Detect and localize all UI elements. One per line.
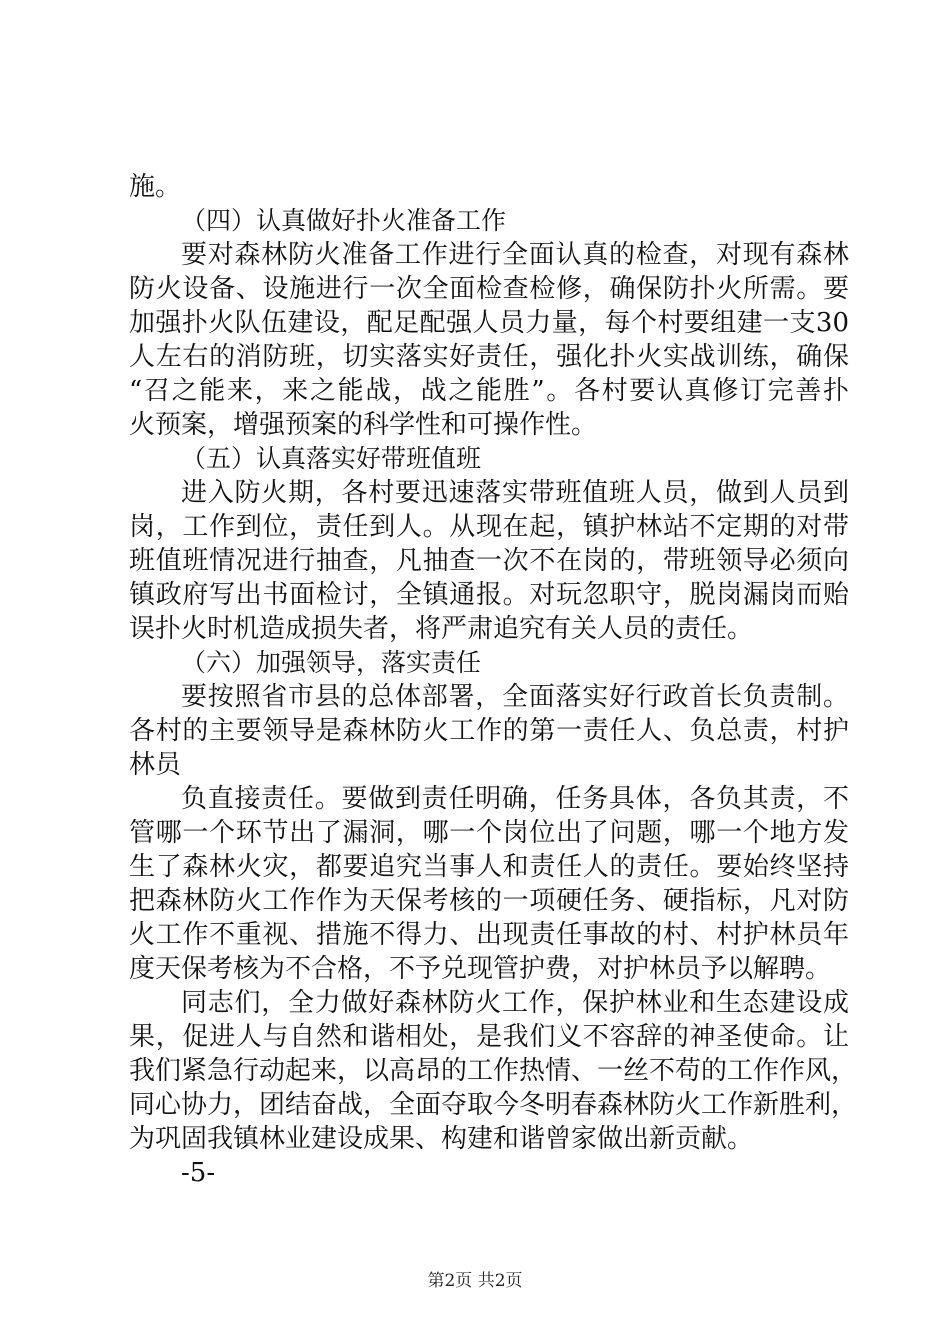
inline-page-number: -5- [181,1158,216,1188]
text-line: 人左右的消防班，切实落实好责任，强化扑火实战训练，确保 [129,342,849,372]
text-line: 我们紧急行动起来，以高昂的工作热情、一丝不苟的工作作风， [129,1056,858,1086]
text-line: 火预案，增强预案的科学性和可操作性。 [129,410,598,440]
text-line: 管哪一个环节出了漏洞，哪一个岗位出了问题，哪一个地方发 [129,818,849,848]
text-line: 同志们，全力做好森林防火工作，保护林业和生态建设成 [181,988,849,1018]
text-line: 负直接责任。要做到责任明确，任务具体，各负其责，不 [181,784,849,814]
text-line: 镇政府写出书面检讨，全镇通报。对玩忽职守，脱岗漏岗而贻 [129,580,849,610]
text-line: 岗，工作到位，责任到人。从现在起，镇护林站不定期的对带 [129,512,849,542]
text-line: 同心协力，团结奋战，全面夺取今冬明春森林防火工作新胜利， [129,1090,858,1120]
text-line: 度天保考核为不合格，不予兑现管护费，对护林员予以解聘。 [129,954,832,984]
text-line: 果，促进人与自然和谐相处，是我们义不容辞的神圣使命。让 [129,1022,849,1052]
text-line: 进入防火期，各村要迅速落实带班值班人员，做到人员到 [181,478,849,508]
text-line: 把森林防火工作作为天保考核的一项硬任务、硬指标，凡对防 [129,886,849,916]
text-line: 为巩固我镇林业建设成果、构建和谐曾家做出新贡献。 [129,1124,754,1154]
text-line: 林员 [129,750,182,780]
section-heading-6: （六）加强领导，落实责任 [181,648,482,677]
text-line: 防火设备、设施进行一次全面检查检修，确保防扑火所需。要 [129,274,849,304]
text-line: 施。 [129,172,182,202]
text-line: 要对森林防火准备工作进行全面认真的检查，对现有森林 [181,240,849,270]
section-heading-5: （五）认真落实好带班值班 [181,444,482,473]
text-line: 要按照省市县的总体部署，全面落实好行政首长负责制。 [181,682,849,712]
text-line: 生了森林火灾，都要追究当事人和责任人的责任。要始终坚持 [129,852,849,882]
text-line: 火工作不重视、措施不得力、出现责任事故的村、村护林员年 [129,920,849,950]
text-line: 班值班情况进行抽查，凡抽查一次不在岗的，带班领导必须向 [129,546,849,576]
page-footer: 第2页 共2页 [427,1271,523,1291]
text-line: 各村的主要领导是森林防火工作的第一责任人、负总责，村护 [129,716,849,746]
text-line: 误扑火时机造成损失者，将严肃追究有关人员的责任。 [129,614,754,644]
section-heading-4: （四）认真做好扑火准备工作 [181,206,507,235]
document-body [129,170,858,1190]
text-line: 加强扑火队伍建设，配足配强人员力量，每个村要组建一支30 [129,308,849,338]
text-line: “召之能来，来之能战，战之能胜”。各村要认真修订完善扑 [129,376,849,406]
